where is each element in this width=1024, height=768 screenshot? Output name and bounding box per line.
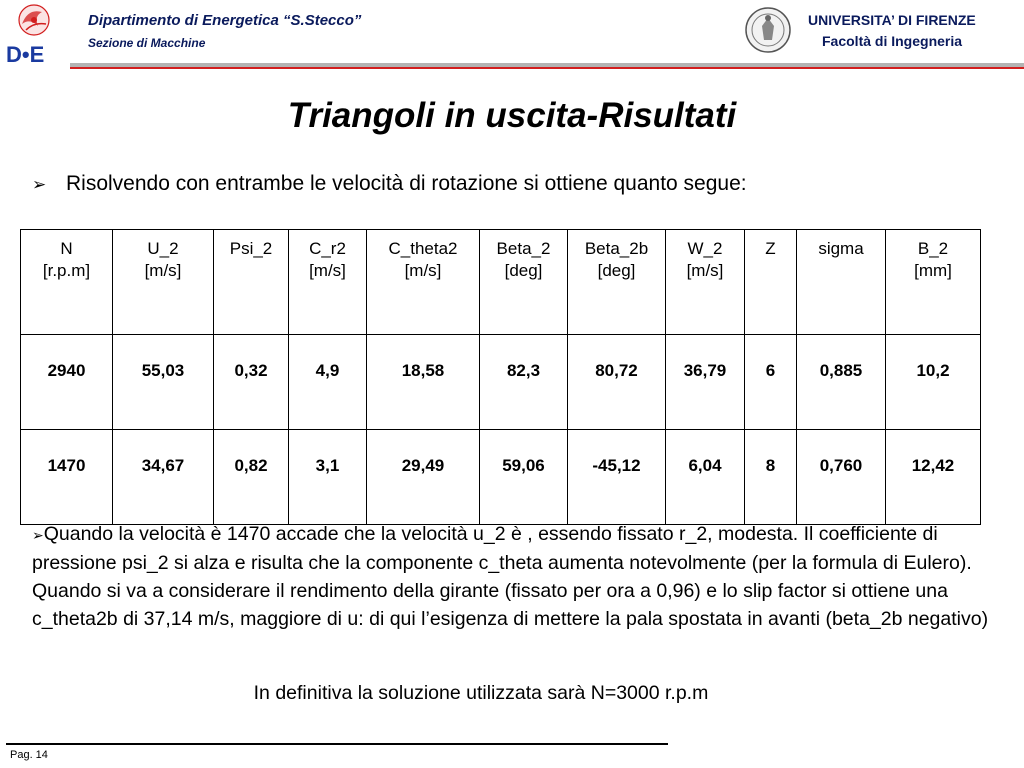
col-header-n: N [r.p.m] [21, 230, 113, 335]
col-header-u2: U_2 [m/s] [113, 230, 214, 335]
table-cell: -45,12 [568, 430, 666, 525]
header-rule-red [70, 67, 1024, 69]
table-cell: 0,885 [797, 335, 886, 430]
bullet-item [32, 172, 747, 196]
department-name: Dipartimento di Energetica “S.Stecco” [88, 12, 362, 29]
table-cell: 59,06 [480, 430, 568, 525]
table-cell: 3,1 [289, 430, 367, 525]
table-header-row [21, 230, 981, 335]
table-cell: 0,82 [214, 430, 289, 525]
conclusion-text: In definitiva la soluzione utilizzata sarà N=3000 r.p.m [253, 682, 709, 704]
table-cell: 36,79 [666, 335, 745, 430]
col-header-beta2: Beta_2 [deg] [480, 230, 568, 335]
table-cell: 0,32 [214, 335, 289, 430]
table-cell: 12,42 [886, 430, 981, 525]
bullet-text: Risolvendo con entrambe le velocità di rotazione si ottiene quanto segue: [66, 172, 747, 195]
table-cell: 4,9 [289, 335, 367, 430]
faculty-name: Facoltà di Ingegneria [822, 33, 963, 49]
table-cell: 0,760 [797, 430, 886, 525]
table-cell: 29,49 [367, 430, 480, 525]
table-cell: 10,2 [886, 335, 981, 430]
arrow-bullet-icon: ➢ [32, 527, 44, 543]
col-header-beta2b: Beta_2b [deg] [568, 230, 666, 335]
university-name: UNIVERSITA’ DI FIRENZE [808, 12, 976, 28]
table-cell: 2940 [21, 335, 113, 430]
table-cell: 34,67 [113, 430, 214, 525]
table-cell: 6 [745, 335, 797, 430]
table-row [21, 430, 981, 525]
table-row [21, 335, 981, 430]
section-name: Sezione di Macchine [88, 36, 206, 50]
paragraph-text: Quando la velocità è 1470 accade che la velocità u_2 è , essendo fissato r_2, modesta. Il coefficiente di pressione psi_2 si alza e risulta che la componente c_theta aumenta notevolmente (per la formula di Eulero). Quando si va a considerare il rendimento della girante (fissato per ora a 0,96) e lo slip factor si ottiene una c_theta2b di 37,14 m/s, maggiore di u: di qui l’esigenza di mettere la pala spostata in avanti (beta_2b negativo) [32, 523, 989, 630]
explanation-paragraph [32, 520, 1022, 633]
col-header-psi2: Psi_2 [214, 230, 289, 335]
table-cell: 82,3 [480, 335, 568, 430]
results-table [20, 229, 981, 525]
dept-logo-lettering: D•E [6, 42, 45, 66]
university-seal-icon [744, 6, 792, 54]
table-cell: 6,04 [666, 430, 745, 525]
col-header-sigma: sigma [797, 230, 886, 335]
col-header-ctheta2: C_theta2 [m/s] [367, 230, 480, 335]
table-cell: 8 [745, 430, 797, 525]
table-cell: 55,03 [113, 335, 214, 430]
dept-logo-icon [4, 2, 64, 66]
col-header-b2: B_2 [mm] [886, 230, 981, 335]
page-number: Pag. 14 [10, 749, 48, 761]
arrow-bullet-icon: ➢ [32, 175, 47, 194]
slide-title: Triangoli in uscita-Risultati [287, 96, 737, 135]
table-cell: 18,58 [367, 335, 480, 430]
col-header-z: Z [745, 230, 797, 335]
table-cell: 80,72 [568, 335, 666, 430]
table-cell: 1470 [21, 430, 113, 525]
footer-rule [6, 743, 668, 745]
col-header-cr2: C_r2 [m/s] [289, 230, 367, 335]
col-header-w2: W_2 [m/s] [666, 230, 745, 335]
